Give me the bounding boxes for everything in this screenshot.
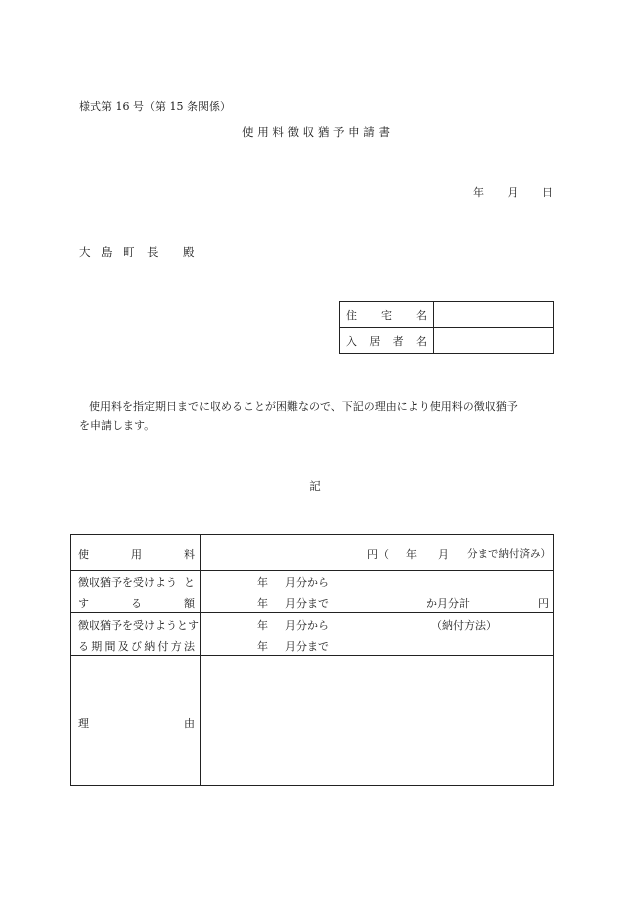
amount-months-total: か月分計 (426, 597, 470, 610)
address-label-char: 住 (346, 308, 357, 322)
address-label-char: 宅 (381, 308, 392, 322)
label-char: 付 (157, 640, 169, 653)
label-char: る (78, 640, 89, 653)
resident-value-field[interactable] (434, 328, 554, 354)
label-char: け (144, 619, 155, 632)
addressee-char: 町 (123, 245, 135, 259)
label-char: 用 (131, 548, 142, 561)
address-value-field[interactable] (434, 302, 554, 328)
label-char: う (166, 619, 177, 632)
date-month: 月 (507, 186, 519, 199)
usage-fee-label (78, 546, 195, 562)
deferral-amount-label-line1 (78, 574, 195, 590)
applicant-table (339, 301, 554, 354)
addressee-char: 大 (79, 245, 91, 259)
date-year: 年 (473, 186, 484, 199)
deferral-amount-label-line2 (78, 595, 195, 611)
usage-fee-yen: 円（ (367, 548, 389, 561)
reason-field[interactable] (202, 657, 553, 785)
label-char: 納 (144, 640, 156, 653)
address-label-cell (340, 302, 434, 328)
reason-label (78, 715, 195, 731)
usage-fee-month: 月 (438, 548, 449, 561)
label-char: 期 (91, 640, 103, 653)
label-char: す (78, 597, 89, 610)
statement-line-1: 使用料を指定期日までに収めることが困難なので、下記の理由により使用料の徴収猶予 (89, 400, 518, 413)
page-title: 使 用 料 徴 収 猶 予 申 請 書 (242, 125, 390, 139)
label-char: 方 (170, 640, 182, 653)
label-char: 間 (104, 640, 116, 653)
label-char: よ (155, 619, 166, 632)
amount-year-until: 年 (257, 597, 268, 610)
resident-label-char: 居 (369, 334, 381, 348)
usage-fee-paid: 分まで納付済み） (467, 548, 551, 560)
label-char: 収 (89, 619, 100, 632)
addressee-char: 殿 (183, 245, 195, 259)
label-char: び (131, 640, 142, 653)
label-char: 由 (184, 717, 195, 730)
amount-year-from: 年 (257, 576, 268, 589)
deferral-period-label-line1 (78, 617, 199, 633)
period-year-until: 年 (257, 640, 268, 653)
addressee-char: 島 (101, 245, 113, 259)
label-char: 猶 (100, 619, 111, 632)
date-day: 日 (542, 186, 553, 199)
date-line (473, 184, 553, 200)
form-number: 様式第 16 号（第 15 条関係） (79, 100, 231, 113)
label-char: 理 (78, 717, 89, 730)
details-table (70, 534, 554, 786)
amount-month-until: 月分まで (285, 597, 329, 610)
usage-fee-year: 年 (406, 548, 417, 561)
resident-label-cell (340, 328, 434, 354)
label-char: 額 (184, 597, 195, 610)
label-char: 法 (184, 640, 195, 653)
resident-label-char: 名 (415, 334, 427, 348)
label-char: 料 (184, 548, 195, 561)
label-char: る (131, 597, 142, 610)
ki-heading: 記 (309, 479, 321, 493)
period-year-from: 年 (257, 619, 268, 632)
period-month-until: 月分まで (285, 640, 329, 653)
label-char: 徴 (78, 619, 89, 632)
label-char: 予 (111, 619, 122, 632)
label-char: す (188, 619, 199, 632)
period-month-from: 月分から (285, 619, 329, 632)
label-text: 徴収猶予を受けよう (78, 576, 177, 589)
label-text: と (184, 576, 195, 589)
payment-method-label: （納付方法） (431, 619, 497, 632)
statement-line-2: を申請します。 (79, 419, 156, 432)
label-char: と (177, 619, 188, 632)
label-char: 使 (78, 548, 89, 561)
label-char: を (122, 619, 133, 632)
label-char: 受 (133, 619, 144, 632)
label-char: 及 (117, 640, 129, 653)
resident-label-char: 入 (346, 334, 357, 348)
addressee-char: 長 (147, 245, 159, 259)
amount-yen: 円 (538, 597, 549, 610)
address-label-char: 名 (416, 308, 427, 322)
resident-label-char: 者 (392, 334, 404, 348)
amount-month-from: 月分から (285, 576, 329, 589)
deferral-period-label-line2 (78, 638, 195, 654)
